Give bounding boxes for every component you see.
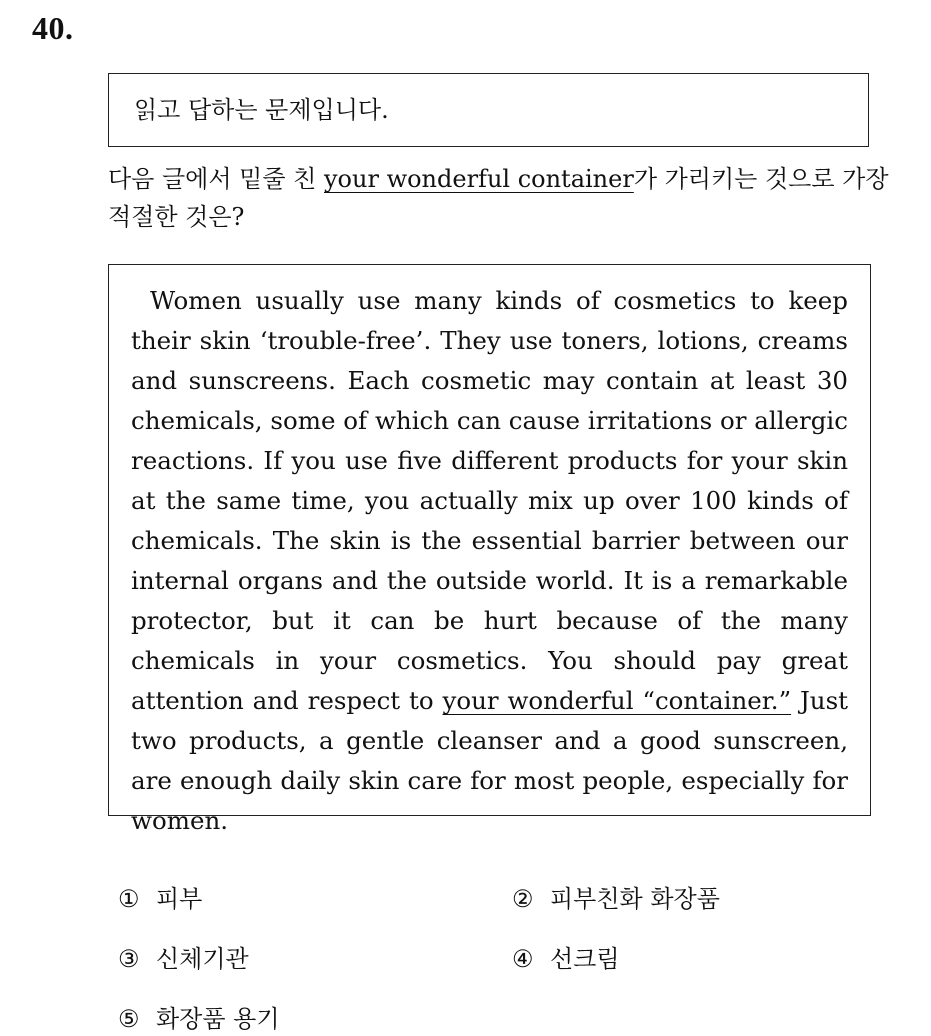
choice-3[interactable] (118, 942, 249, 976)
choice-label: 피부친화 화장품 (550, 885, 720, 913)
passage-text (131, 281, 848, 841)
question-underlined-phrase: your wonderful container (324, 165, 634, 193)
passage-underlined-phrase: your wonderful “container.” (442, 686, 792, 715)
question-number: 40. (32, 10, 74, 46)
choice-mark: ⑤ (118, 1005, 140, 1033)
question-prompt (108, 160, 918, 236)
choice-label: 화장품 용기 (156, 1005, 280, 1033)
choice-mark: ③ (118, 945, 140, 973)
choice-4[interactable] (512, 942, 620, 976)
instruction-box (108, 73, 869, 147)
choice-label: 선크림 (550, 945, 620, 973)
choice-5[interactable] (118, 1002, 280, 1036)
choice-mark: ② (512, 885, 534, 913)
question-text-after: 가 가리키는 것으로 가장 적절한 것은? (108, 165, 889, 231)
passage-box (108, 264, 871, 835)
choice-label: 신체기관 (156, 945, 249, 973)
instruction-text: 읽고 답하는 문제입니다. (134, 96, 389, 124)
passage-text-after: Just two products, a gentle cleanser and a good sunscreen, are enough daily skin care for most people, especially for women. (131, 686, 848, 835)
question-text-before: 다음 글에서 밑줄 친 (108, 165, 324, 193)
choice-2[interactable] (512, 882, 720, 916)
choice-label: 피부 (156, 885, 203, 913)
choice-mark: ④ (512, 945, 534, 973)
choice-1[interactable] (118, 882, 202, 916)
choice-mark: ① (118, 885, 140, 913)
passage-text-before: Women usually use many kinds of cosmetics to keep their skin ‘trouble-free’. They use toners, lotions, creams and sunscreens. Each cosmetic may contain at least 30 chemicals, some of which can cause irritations or allergic reactions. If you use five different products for your skin at the same time, you actually mix up over 100 kinds of chemicals. The skin is the essential barrier between our internal organs and the outside world. It is a remarkable protector, but it can be hurt because of the many chemicals in your cosmetics. You should pay great attention and respect to (131, 286, 848, 715)
